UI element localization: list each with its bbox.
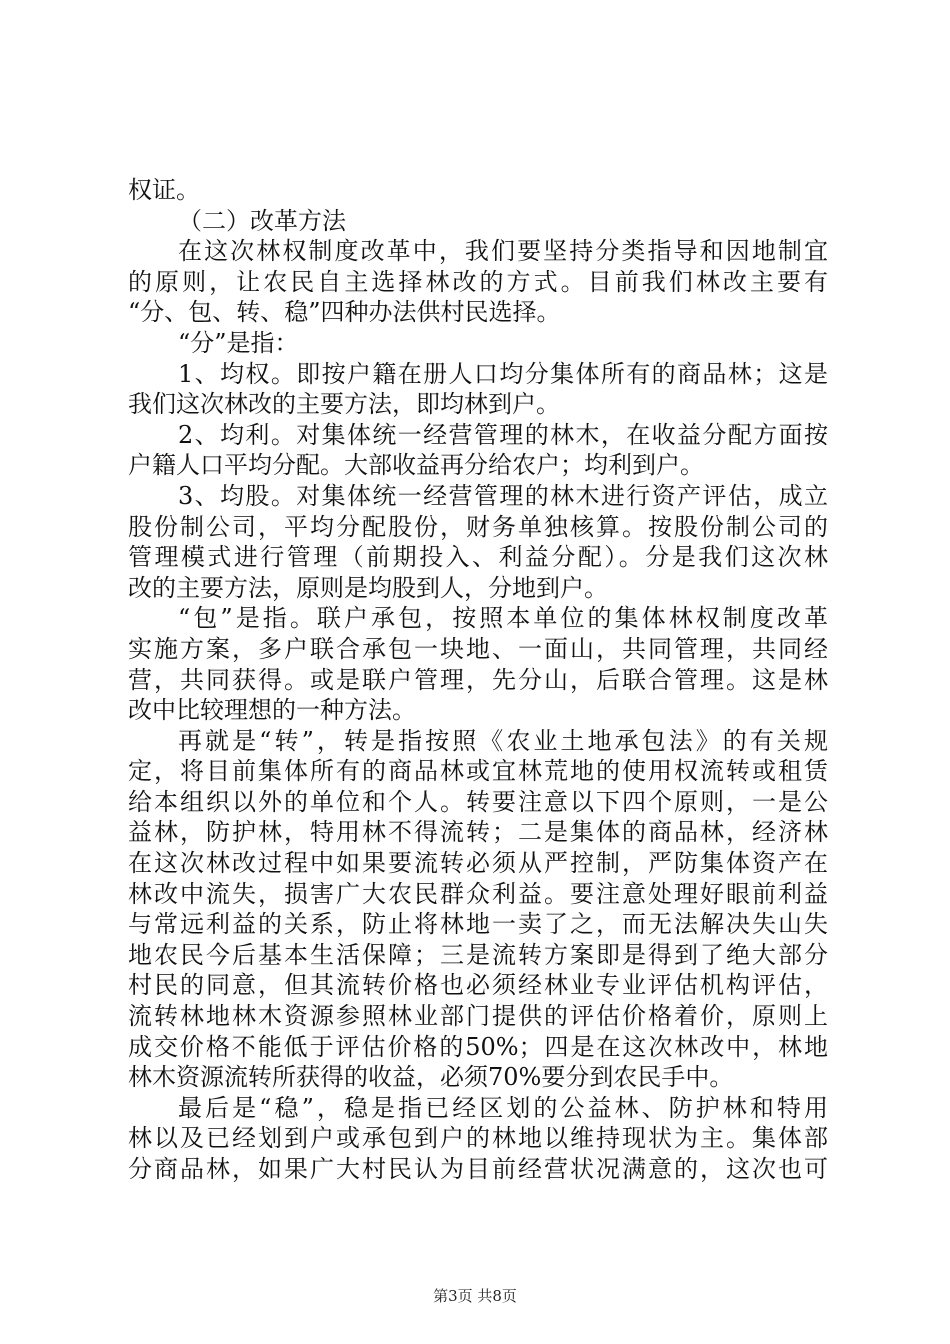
text-line: 改中比较理想的一种方法。 <box>128 696 416 725</box>
text-line: 分商品林，如果广大村民认为目前经营状况满意的，这次也可 <box>128 1155 828 1183</box>
text-line: 在这次林改过程中如果要流转必须从严控制，严防集体资产在 <box>128 849 828 878</box>
text-line: 2、均利。对集体统一经营管理的林木，在收益分配方面按 <box>178 420 828 449</box>
text-line: 的原则，让农民自主选择林改的方式。目前我们林改主要有 <box>128 267 828 296</box>
text-line: “分、包、转、稳”四种办法供村民选择。 <box>128 298 561 327</box>
document-body <box>128 175 828 1185</box>
text-line: “分”是指： <box>178 328 299 357</box>
text-line: 改的主要方法，原则是均股到人，分地到户。 <box>128 573 608 602</box>
text-line: 股份制公司，平均分配股份，财务单独核算。按股份制公司的 <box>128 512 828 541</box>
text-line: 与常远利益的关系，防止将林地一卖了之，而无法解决失山失 <box>128 910 828 939</box>
text-line: 林改中流失，损害广大农民群众利益。要注意处理好眼前利益 <box>128 879 828 908</box>
text-line: 3、均股。对集体统一经营管理的林木进行资产评估，成立 <box>178 481 828 510</box>
text-line: 户籍人口平均分配。大部收益再分给农户；均利到户。 <box>128 451 704 480</box>
text-line: 在这次林权制度改革中，我们要坚持分类指导和因地制宜 <box>178 237 828 266</box>
text-line: 村民的同意，但其流转价格也必须经林业专业评估机构评估， <box>128 971 828 1000</box>
text-line: 地农民今后基本生活保障；三是流转方案即是得到了绝大部分 <box>128 940 828 969</box>
text-line: 1、均权。即按户籍在册人口均分集体所有的商品林；这是 <box>178 359 828 388</box>
text-line: 给本组织以外的单位和个人。转要注意以下四个原则，一是公 <box>128 787 828 816</box>
text-line: 再就是“转”，转是指按照《农业土地承包法》的有关规 <box>178 726 828 755</box>
text-line: 管理模式进行管理（前期投入、利益分配）。分是我们这次林 <box>128 543 828 572</box>
text-line: 营，共同获得。或是联户管理，先分山，后联合管理。这是林 <box>128 665 828 694</box>
text-line: 林木资源流转所获得的收益，必须70%要分到农民手中。 <box>128 1063 734 1092</box>
text-line: 实施方案，多户联合承包一块地、一面山，共同管理，共同经 <box>128 634 828 663</box>
text-line: “包”是指。联户承包，按照本单位的集体林权制度改革 <box>178 604 828 633</box>
page-number: 第3页 共8页 <box>433 1287 517 1305</box>
text-line: 益林，防护林，特用林不得流转；二是集体的商品林，经济林 <box>128 818 828 847</box>
text-line: 定，将目前集体所有的商品林或宜林荒地的使用权流转或租赁 <box>128 757 828 786</box>
text-line: 林以及已经划到户或承包到户的林地以维持现状为主。集体部 <box>128 1124 828 1153</box>
text-line: 流转林地林木资源参照林业部门提供的评估价格着价，原则上 <box>128 1002 828 1031</box>
text-line: 我们这次林改的主要方法，即均林到户。 <box>128 390 560 419</box>
text-line: 权证。 <box>128 176 200 204</box>
text-line: 成交价格不能低于评估价格的50%；四是在这次林改中，林地 <box>128 1032 828 1061</box>
text-line: 最后是“稳”，稳是指已经区划的公益林、防护林和特用 <box>178 1093 828 1122</box>
section-heading: （二）改革方法 <box>178 206 346 235</box>
